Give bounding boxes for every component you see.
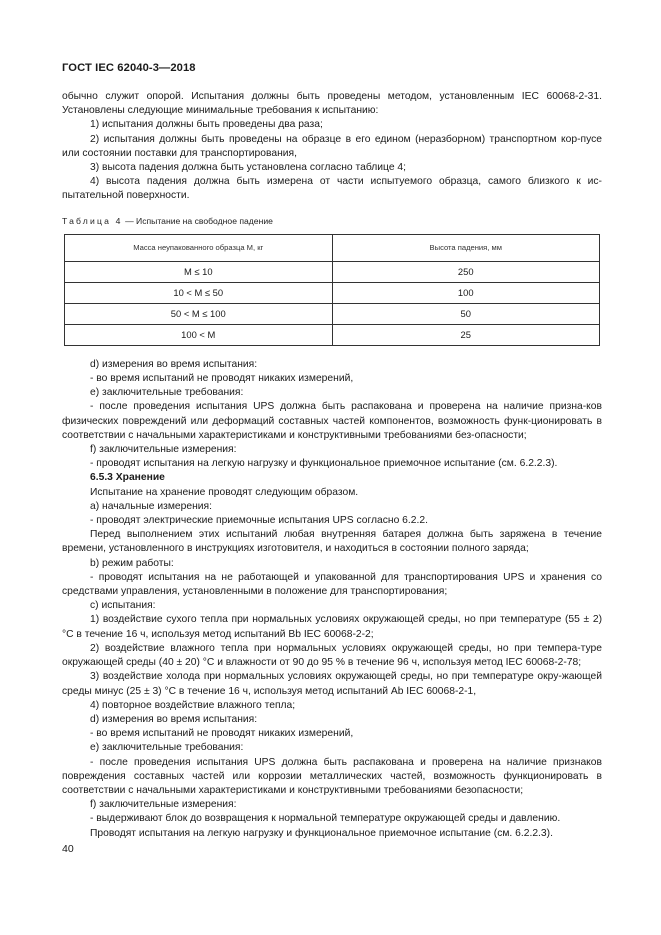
list-item: 2) испытания должны быть проведены на образце в его едином (неразборном) транспортном кор-пусе или состоянии поставки для транспортирования, xyxy=(62,133,602,159)
list-item: - выдерживают блок до возвращения к нормальной температуре окружающей среды и давлению. xyxy=(90,813,561,825)
section-heading xyxy=(62,471,602,485)
table-cell-height: 100 xyxy=(332,282,600,303)
table-cell-height: 25 xyxy=(332,324,600,345)
list-item: e) заключительные требования: xyxy=(90,387,244,399)
list-item: 4) повторное воздействие влажного тепла; xyxy=(90,699,296,711)
table-caption xyxy=(62,214,602,228)
list-item: - после проведения испытания UPS должна быть распакована и проверена на наличие призна-ков физических повреждений или деформаций составных частей компонентов, возможность функ-ционировать в соответствии с начальными характеристиками и конструктивными требованиями без-опасности; xyxy=(62,401,602,441)
table-cell-mass: M ≤ 10 xyxy=(65,261,333,282)
document-body xyxy=(62,90,602,841)
list-item: - проводят испытания на не работающей и упакованной для транспортирования UPS и хранения со средствами управления, установленными в положение для транспортирования; xyxy=(62,571,602,598)
list-item: 4) высота падения должна быть измерена от части испытуемого образца, самого близкого к ис-пытательной поверхности. xyxy=(62,176,602,202)
page-number: 40 xyxy=(62,843,74,855)
table-row xyxy=(65,282,600,303)
table-cell-mass: 10 < M ≤ 50 xyxy=(65,282,333,303)
table-row xyxy=(65,303,600,324)
table-caption-text: — Испытание на свободное падение xyxy=(125,215,273,226)
column-header-height: Высота падения, мм xyxy=(332,234,600,261)
section-number: 6.5.3 xyxy=(90,472,113,484)
table-cell-height: 50 xyxy=(332,303,600,324)
list-item: 3) воздействие холода при нормальных условиях окружающей среды, но при температуре окру-жающей среды минус (25 ± 3) °C в течение 16 ч, используя метод испытаний Ab IEC 60068-2-1, xyxy=(62,671,602,697)
paragraph: Проводят испытания на легкую нагрузку и функциональное приемочное испытание (см. 6.2.2.3). xyxy=(90,827,553,839)
table-row xyxy=(65,324,600,345)
table-row xyxy=(65,261,600,282)
list-item: 2) воздействие влажного тепла при нормальных условиях окружающей среды, но при темпера-туре окружающей среды (40 ± 20) °C и влажности от 90 до 95 % в течение 96 ч, используя метод IEC 60068-2-78; xyxy=(62,642,602,669)
drop-test-table xyxy=(64,234,600,346)
list-item: d) измерения во время испытания: xyxy=(90,358,258,370)
list-item: b) режим работы: xyxy=(90,557,174,569)
list-item: c) испытания: xyxy=(90,600,156,612)
list-item: 1) испытания должны быть проведены два раза; xyxy=(90,119,323,131)
list-item: - проводят электрические приемочные испытания UPS согласно 6.2.2. xyxy=(90,515,428,527)
list-item: - проводят испытания на легкую нагрузку и функциональное приемочное испытание (см. 6.2.2.3). xyxy=(90,458,558,470)
paragraph: Испытание на хранение проводят следующим образом. xyxy=(90,486,359,498)
column-header-mass: Масса неупакованного образца М, кг xyxy=(65,234,333,261)
table-cell-mass: 50 < M ≤ 100 xyxy=(65,303,333,324)
list-item: f) заключительные измерения: xyxy=(90,444,237,456)
list-item: d) измерения во время испытания: xyxy=(90,713,258,725)
table-cell-mass: 100 < M xyxy=(65,324,333,345)
paragraph: Перед выполнением этих испытаний любая внутренняя батарея должна быть заряжена в течение времени, установленного в инструкциях изготовителя, и находиться в состоянии полного заряда; xyxy=(62,529,602,555)
table-cell-height: 250 xyxy=(332,261,600,282)
table-caption-label: Таблица 4 xyxy=(62,215,123,226)
list-item: - после проведения испытания UPS должна быть распакована и проверена на наличие признаков повреждения составных частей или коррозии металлических частей, возможность функционировать в соответствии с начальными характеристиками и конструктивными требованиями безопасности; xyxy=(62,756,602,796)
list-item: - во время испытаний не проводят никаких измерений, xyxy=(90,728,354,740)
document-header: ГОСТ IEC 62040-3—2018 xyxy=(62,62,196,74)
list-item: f) заключительные измерения: xyxy=(90,799,237,811)
list-item: - во время испытаний не проводят никаких измерений, xyxy=(90,373,354,385)
paragraph: обычно служит опорой. Испытания должны быть проведены методом, установленным IEC 60068-2-31. Установлены следующие минимальные требования к испытанию: xyxy=(62,91,602,117)
list-item: a) начальные измерения: xyxy=(90,500,212,512)
list-item: e) заключительные требования: xyxy=(90,742,244,754)
list-item: 3) высота падения должна быть установлена согласно таблице 4; xyxy=(90,162,406,174)
list-item: 1) воздействие сухого тепла при нормальных условиях окружающей среды, но при температуре (55 ± 2)°C в течение 16 ч, используя метод испытаний Bb IEC 60068-2-2; xyxy=(62,614,602,640)
table-header-row xyxy=(65,234,600,261)
section-title: Хранение xyxy=(115,472,165,484)
